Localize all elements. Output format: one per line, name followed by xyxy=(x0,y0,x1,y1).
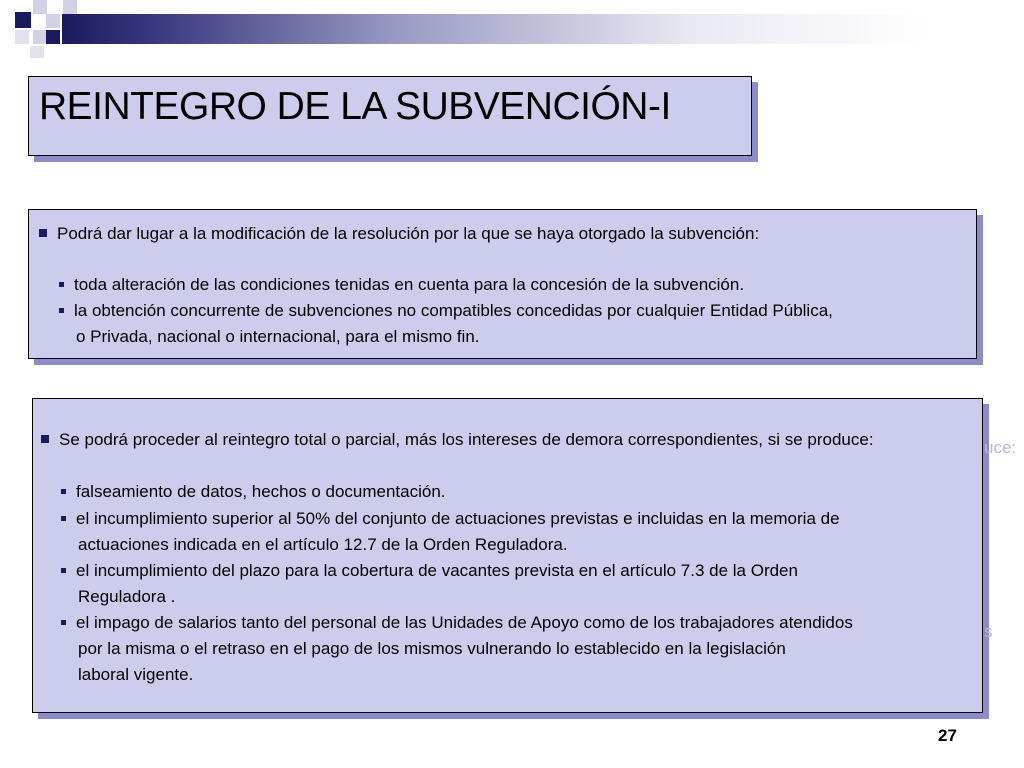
ghost-text: s xyxy=(984,622,993,641)
reimbursement-box xyxy=(32,398,983,713)
modification-box xyxy=(28,209,977,359)
square-bullet-icon xyxy=(41,435,49,443)
list-item-continuation: laboral vigente. xyxy=(78,665,194,684)
bullet-main xyxy=(39,224,759,244)
bullet-main xyxy=(41,430,874,450)
list-item xyxy=(61,482,446,502)
ghost-text: uce: xyxy=(984,438,1017,457)
page-title: REINTEGRO DE LA SUBVENCIÓN-I xyxy=(39,85,671,128)
list-item xyxy=(61,613,853,633)
list-item-continuation: o Privada, nacional o internacional, para el mismo fin. xyxy=(76,327,480,346)
title-box xyxy=(28,76,752,156)
list-item-text: el incumplimiento del plazo para la cobertura de vacantes prevista en el artículo 7.3 de la Orden xyxy=(76,561,798,580)
square-bullet-icon xyxy=(39,229,47,237)
list-item-text: la obtención concurrente de subvenciones no compatibles concedidas por cualquier Entidad Pública, xyxy=(74,301,833,320)
list-item xyxy=(59,275,744,295)
small-square-bullet-icon xyxy=(59,282,64,287)
list-item-text: el incumplimiento superior al 50% del conjunto de actuaciones previstas e incluidas en la memoria de xyxy=(76,509,840,528)
small-square-bullet-icon xyxy=(59,308,64,313)
small-square-bullet-icon xyxy=(61,516,66,521)
list-item xyxy=(59,301,833,321)
modification-intro: Podrá dar lugar a la modificación de la resolución por la que se haya otorgado la subvención: xyxy=(57,224,760,243)
list-item-continuation: actuaciones indicada en el artículo 12.7 de la Orden Reguladora. xyxy=(78,535,568,554)
list-item xyxy=(61,509,840,529)
list-item xyxy=(61,561,798,581)
list-item-continuation: Reguladora . xyxy=(78,587,176,606)
header-gradient-bar xyxy=(62,14,1024,44)
list-item-text: falseamiento de datos, hechos o documentación. xyxy=(76,482,446,501)
small-square-bullet-icon xyxy=(61,620,66,625)
list-item-text: el impago de salarios tanto del personal de las Unidades de Apoyo como de los trabajadores atendidos xyxy=(76,613,853,632)
list-item-continuation: por la misma o el retraso en el pago de los mismos vulnerando lo establecido en la legislación xyxy=(78,639,786,658)
list-item-text: toda alteración de las condiciones tenidas en cuenta para la concesión de la subvención. xyxy=(74,275,745,294)
page-number: 27 xyxy=(938,726,957,745)
small-square-bullet-icon xyxy=(61,489,66,494)
reimbursement-intro: Se podrá proceder al reintegro total o parcial, más los intereses de demora correspondientes, si se produce: xyxy=(59,430,874,449)
small-square-bullet-icon xyxy=(61,568,66,573)
